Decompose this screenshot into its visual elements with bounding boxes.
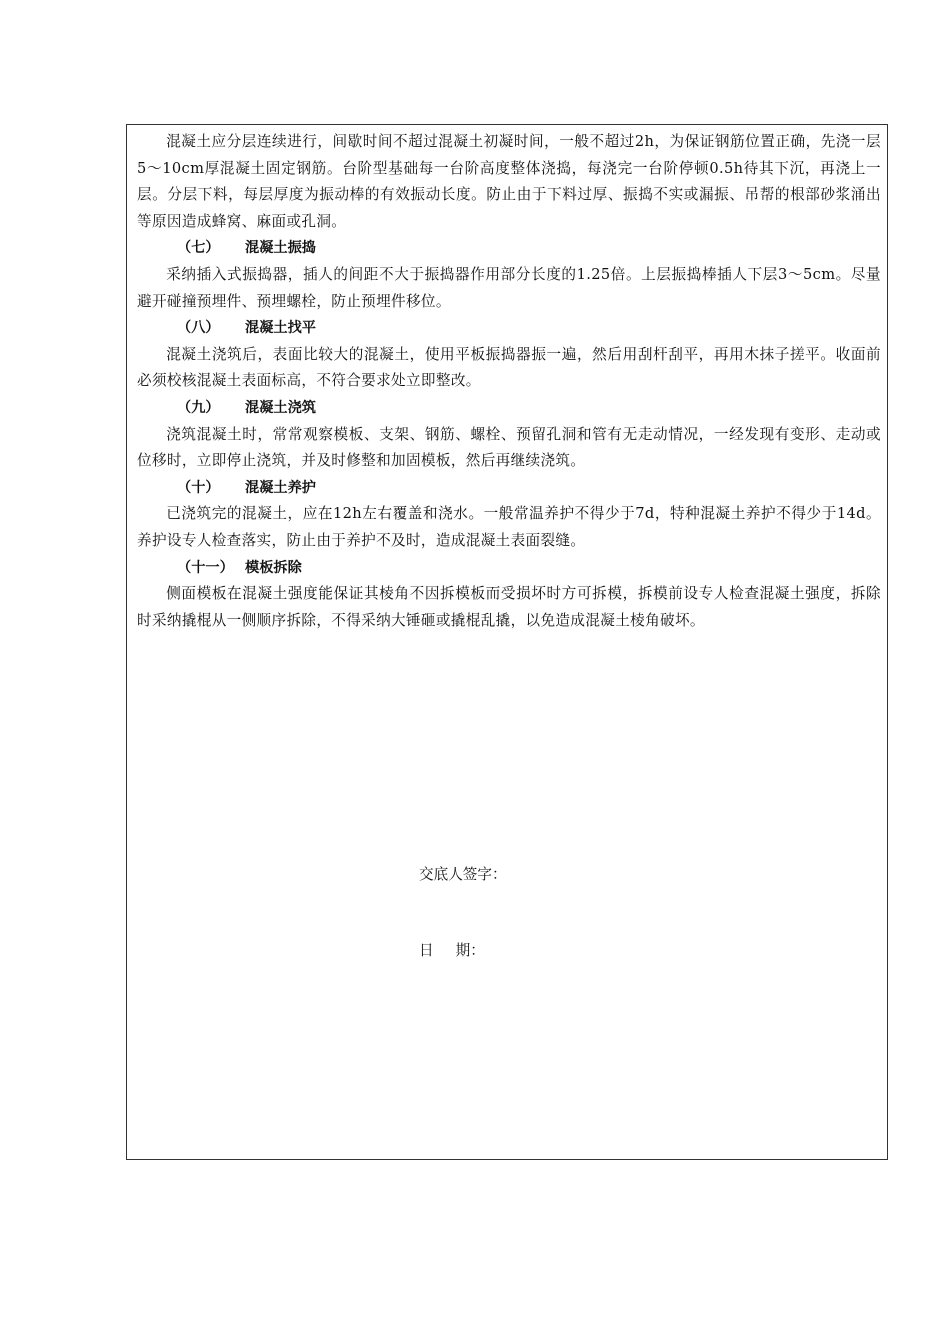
heading-curing	[137, 475, 881, 502]
date-label	[419, 941, 485, 961]
heading-number: （九）	[177, 399, 220, 416]
date-label-char-2: 期：	[455, 942, 485, 959]
heading-title: 混凝土养护	[245, 479, 316, 496]
heading-title: 混凝土找平	[245, 320, 316, 337]
paragraph-pouring-layers: 混凝土应分层连续进行，间歇时间不超过混凝土初凝时间，一般不超过2h，为保证钢筋位置正确，先浇一层5～10cm厚混凝土固定钢筋。台阶型基础每一台阶高度整体浇捣，每浇完一台阶停顿0.5h待其下沉，再浇上一层。分层下料，每层厚度为振动棒的有效振动长度。防止由于下料过厚、振捣不实或漏振、吊帮的根部砂浆涌出等原因造成蜂窝、麻面或孔洞。	[137, 133, 881, 230]
heading-number: （十一）	[177, 559, 234, 576]
document-body	[137, 129, 881, 634]
heading-leveling	[137, 315, 881, 342]
date-label-char-1: 日	[419, 942, 434, 959]
heading-number: （八）	[177, 320, 220, 337]
heading-vibration	[137, 235, 881, 262]
paragraph-vibration: 采纳插入式振捣器，插人的间距不大于振捣器作用部分长度的1.25倍。上层振捣棒插人下层3～5cm。尽量避开碰撞预埋件、预埋螺栓，防止预埋件移位。	[137, 265, 881, 310]
content-frame	[126, 124, 888, 1160]
heading-number: （七）	[177, 240, 220, 257]
paragraph-casting: 浇筑混凝土时，常常观察模板、支架、钢筋、螺栓、预留孔洞和管有无走动情况，一经发现有变形、走动或位移时，立即停止浇筑，并及时修整和加固模板，然后再继续浇筑。	[137, 425, 881, 470]
heading-title: 混凝土浇筑	[245, 399, 316, 416]
signer-signature-label: 交底人签字：	[419, 866, 507, 883]
paragraph-formwork-removal: 侧面模板在混凝土强度能保证其棱角不因拆模板而受损坏时方可拆模，拆模前设专人检查混凝土强度，拆除时采纳撬棍从一侧顺序拆除，不得采纳大锤砸或撬棍乱撬，以免造成混凝土棱角破坏。	[137, 585, 881, 629]
paragraph-leveling: 混凝土浇筑后，表面比较大的混凝土，使用平板振捣器振一遍，然后用刮杆刮平，再用木抹子搓平。收面前必须校核混凝土表面标高，不符合要求处立即整改。	[137, 345, 881, 390]
heading-casting	[137, 395, 881, 422]
heading-title: 模板拆除	[245, 559, 302, 576]
heading-formwork-removal	[137, 555, 881, 582]
heading-title: 混凝土振捣	[245, 240, 316, 257]
heading-number: （十）	[177, 479, 220, 496]
paragraph-curing: 已浇筑完的混凝土，应在12h左右覆盖和浇水。一般常温养护不得少于7d，特种混凝土养护不得少于14d。养护设专人检查落实，防止由于养护不及时，造成混凝土表面裂缝。	[137, 505, 881, 549]
